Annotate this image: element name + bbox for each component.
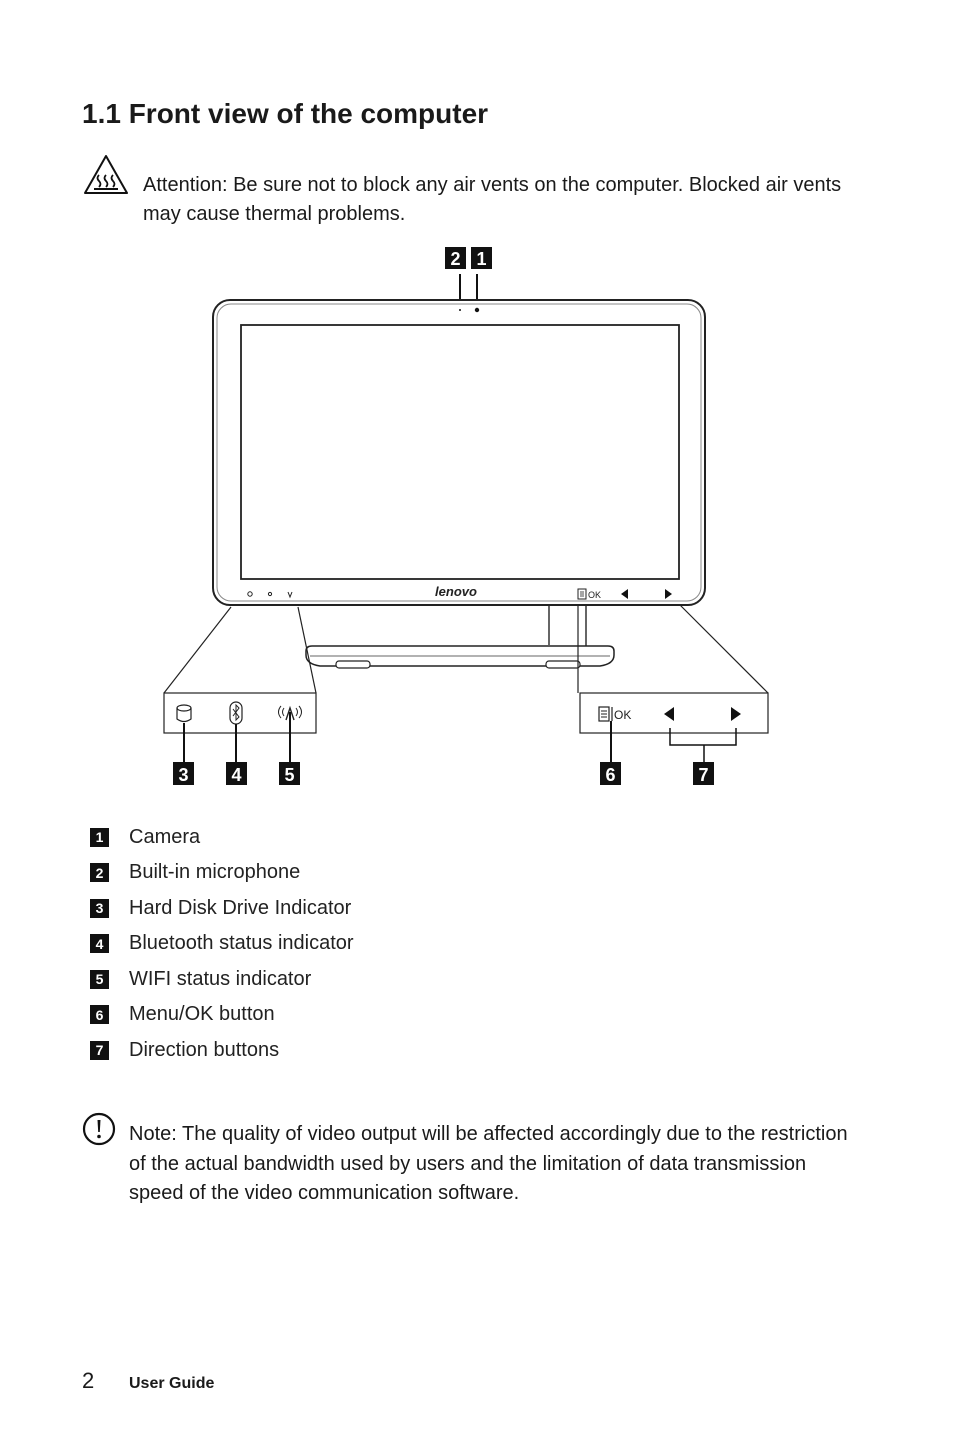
legend-item	[90, 929, 354, 959]
note-label: Note:	[129, 1123, 177, 1145]
legend-item	[90, 1035, 279, 1065]
bezel-ok-label: OK	[588, 590, 602, 600]
legend-label: Camera	[129, 825, 201, 848]
attention-label: Attention:	[143, 174, 228, 196]
legend-label: WIFI status indicator	[129, 967, 312, 990]
callout-3-label: 3	[178, 765, 189, 785]
callout-5	[279, 762, 300, 785]
legend-item	[90, 893, 351, 923]
callout-2-label: 2	[450, 249, 461, 269]
hot-surface-warning-icon	[82, 153, 130, 197]
legend-number: 1	[90, 828, 109, 847]
callout-1	[471, 247, 492, 269]
callout-3	[173, 762, 194, 785]
callout-7	[693, 762, 714, 785]
note-paragraph	[129, 1120, 859, 1209]
screen	[241, 325, 679, 579]
microphone-hole	[459, 309, 461, 311]
callout-1-label: 1	[476, 249, 487, 269]
camera-lens	[475, 308, 479, 312]
callout-4	[226, 762, 247, 785]
legend-number: 5	[90, 970, 109, 989]
legend-label: Direction buttons	[129, 1038, 280, 1061]
legend-label: Bluetooth status indicator	[129, 932, 354, 954]
callout-4-label: 4	[231, 765, 242, 785]
callout-2	[445, 247, 466, 269]
attention-text: Be sure not to block any air vents on the computer. Blocked air vents may cause thermal problems.	[143, 174, 842, 225]
legend-item	[90, 858, 300, 888]
stand-base	[306, 646, 614, 668]
legend-label: Built-in microphone	[129, 861, 301, 883]
legend-number: 7	[90, 1041, 109, 1060]
legend-number: 4	[90, 934, 109, 953]
legend-label: Hard Disk Drive Indicator	[129, 896, 352, 919]
legend-item	[90, 1000, 275, 1030]
callout-7-label: 7	[698, 765, 709, 785]
front-view-diagram	[150, 244, 790, 794]
exclamation-circle-icon	[82, 1112, 116, 1146]
legend-number: 3	[90, 899, 109, 918]
legend-label: Menu/OK button	[129, 1003, 275, 1025]
legend-number: 2	[90, 863, 109, 882]
zoom-ok-label: OK	[614, 708, 632, 722]
callout-5-label: 5	[284, 765, 295, 785]
footer-label: User Guide	[129, 1375, 215, 1392]
callout-6-label: 6	[605, 765, 616, 785]
brand-logo: lenovo	[435, 584, 477, 599]
page-number: 2	[82, 1368, 95, 1393]
page-heading: 1.1 Front view of the computer	[82, 98, 489, 129]
legend-item	[90, 964, 311, 994]
legend-number: 6	[90, 1005, 109, 1024]
attention-paragraph	[143, 171, 843, 229]
callout-6	[600, 762, 621, 785]
bluetooth-indicator-icon	[230, 702, 242, 724]
note-text: The quality of video output will be affected accordingly due to the restriction of the actual bandwidth used by users and the limitation of data transmission speed of the video communication software.	[129, 1123, 848, 1204]
legend-item	[90, 822, 200, 852]
